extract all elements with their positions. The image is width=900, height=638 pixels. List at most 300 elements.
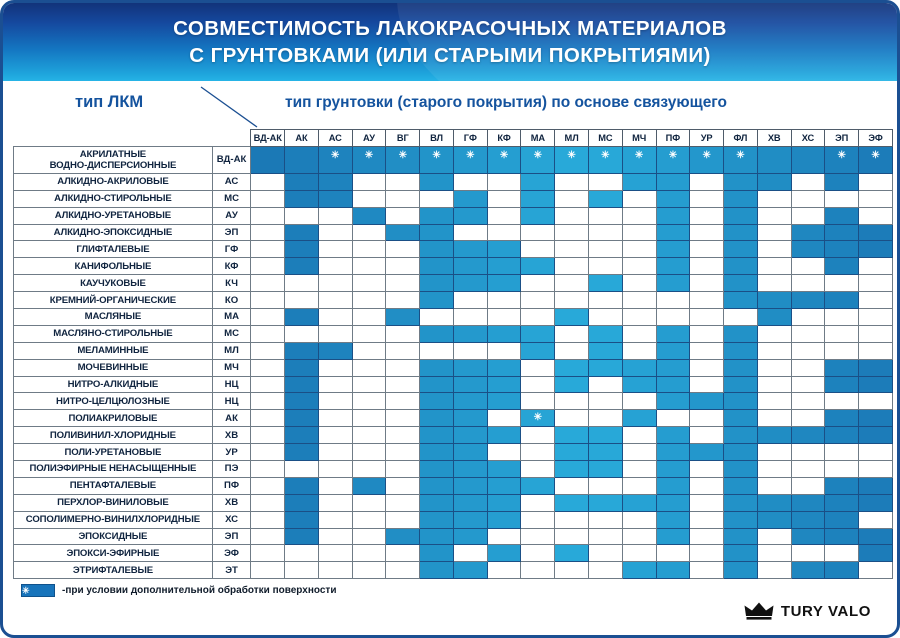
matrix-cell-ВД-АК-ВЛ[interactable]: [420, 146, 454, 173]
matrix-cell-ХВ-ПФ[interactable]: [656, 494, 690, 511]
matrix-cell-АУ-ХС[interactable]: [791, 207, 825, 224]
matrix-cell-ПФ-УР[interactable]: [690, 477, 724, 494]
matrix-cell-КО-МЧ[interactable]: [622, 292, 656, 309]
matrix-cell-МС-АУ[interactable]: [352, 325, 386, 342]
matrix-cell-МС-ЭП[interactable]: [825, 325, 859, 342]
matrix-cell-ЭФ-ВЛ[interactable]: [420, 545, 454, 562]
matrix-cell-ЭП-ВД-АК[interactable]: [251, 224, 285, 241]
column-header-АС[interactable]: АС: [318, 130, 352, 147]
matrix-cell-КФ-ВЛ[interactable]: [420, 258, 454, 275]
matrix-cell-ПФ-АК[interactable]: [285, 477, 319, 494]
row-code-ХВ[interactable]: ХВ: [212, 427, 251, 444]
matrix-cell-ЭП-АС[interactable]: [318, 528, 352, 545]
matrix-cell-МС-УР[interactable]: [690, 325, 724, 342]
row-code-КЧ[interactable]: КЧ: [212, 275, 251, 292]
matrix-cell-ЭП-АУ[interactable]: [352, 224, 386, 241]
matrix-cell-ГФ-АК[interactable]: [285, 241, 319, 258]
matrix-cell-НЦ-АУ[interactable]: [352, 376, 386, 393]
row-code-ХС[interactable]: ХС: [212, 511, 251, 528]
matrix-cell-МЧ-ЭП[interactable]: [825, 359, 859, 376]
matrix-cell-КЧ-УР[interactable]: [690, 275, 724, 292]
matrix-cell-ЭФ-ВГ[interactable]: [386, 545, 420, 562]
matrix-cell-МЧ-АС[interactable]: [318, 359, 352, 376]
matrix-cell-АС-МЛ[interactable]: [555, 173, 589, 190]
row-label-ВД-АК[interactable]: [14, 146, 213, 173]
matrix-cell-КЧ-КФ[interactable]: [487, 275, 521, 292]
row-label-ГФ[interactable]: ГЛИФТАЛЕВЫЕ: [14, 241, 213, 258]
matrix-cell-ПЭ-ВД-АК[interactable]: [251, 461, 285, 478]
matrix-cell-НЦ-АС[interactable]: [318, 393, 352, 410]
matrix-cell-МС-МЧ[interactable]: [622, 325, 656, 342]
row-label-ЭП[interactable]: АЛКИДНО-ЭПОКСИДНЫЕ: [14, 224, 213, 241]
matrix-cell-КФ-ХВ[interactable]: [757, 258, 791, 275]
matrix-cell-ЭФ-ЭП[interactable]: [825, 545, 859, 562]
matrix-cell-ЭТ-АУ[interactable]: [352, 562, 386, 579]
matrix-cell-ХВ-МА[interactable]: [521, 494, 555, 511]
matrix-cell-ХС-ГФ[interactable]: [453, 511, 487, 528]
matrix-cell-ХВ-ЭП[interactable]: [825, 427, 859, 444]
matrix-cell-АК-МЧ[interactable]: [622, 410, 656, 427]
matrix-cell-МЧ-ВЛ[interactable]: [420, 359, 454, 376]
matrix-cell-УР-ФЛ[interactable]: [724, 444, 758, 461]
matrix-cell-МС-ХС[interactable]: [791, 325, 825, 342]
matrix-cell-МЧ-ГФ[interactable]: [453, 359, 487, 376]
matrix-cell-АС-ХС[interactable]: [791, 173, 825, 190]
matrix-cell-ХВ-МЛ[interactable]: [555, 494, 589, 511]
matrix-cell-АУ-ГФ[interactable]: [453, 207, 487, 224]
column-header-ЭП[interactable]: ЭП: [825, 130, 859, 147]
matrix-cell-МА-ВЛ[interactable]: [420, 309, 454, 326]
matrix-cell-АУ-АУ[interactable]: [352, 207, 386, 224]
matrix-cell-ПФ-МЧ[interactable]: [622, 477, 656, 494]
matrix-cell-АС-ФЛ[interactable]: [724, 173, 758, 190]
matrix-cell-ГФ-ХВ[interactable]: [757, 241, 791, 258]
row-code-ГФ[interactable]: ГФ: [212, 241, 251, 258]
matrix-cell-АК-ХС[interactable]: [791, 410, 825, 427]
matrix-cell-МА-УР[interactable]: [690, 309, 724, 326]
matrix-cell-ПЭ-ПФ[interactable]: [656, 461, 690, 478]
matrix-cell-МС-ВЛ[interactable]: [420, 190, 454, 207]
matrix-cell-КФ-МЛ[interactable]: [555, 258, 589, 275]
matrix-cell-МА-МС[interactable]: [588, 309, 622, 326]
matrix-cell-ЭП-ХВ[interactable]: [757, 528, 791, 545]
matrix-cell-УР-ВЛ[interactable]: [420, 444, 454, 461]
matrix-cell-ЭП-МЛ[interactable]: [555, 224, 589, 241]
matrix-cell-МС-ФЛ[interactable]: [724, 190, 758, 207]
matrix-cell-КО-ВГ[interactable]: [386, 292, 420, 309]
matrix-cell-ГФ-АС[interactable]: [318, 241, 352, 258]
matrix-cell-ГФ-ВЛ[interactable]: [420, 241, 454, 258]
matrix-cell-УР-МЛ[interactable]: [555, 444, 589, 461]
matrix-cell-ПФ-ЭП[interactable]: [825, 477, 859, 494]
matrix-cell-ЭФ-МА[interactable]: [521, 545, 555, 562]
matrix-cell-НЦ-ПФ[interactable]: [656, 376, 690, 393]
matrix-cell-ЭП-АУ[interactable]: [352, 528, 386, 545]
matrix-cell-НЦ-ЭП[interactable]: [825, 393, 859, 410]
matrix-cell-КЧ-ЭФ[interactable]: [859, 275, 893, 292]
matrix-cell-ВД-АК-ХВ[interactable]: [757, 146, 791, 173]
matrix-cell-ПЭ-МЛ[interactable]: [555, 461, 589, 478]
matrix-cell-ЭТ-МЧ[interactable]: [622, 562, 656, 579]
matrix-cell-ЭТ-ХС[interactable]: [791, 562, 825, 579]
matrix-cell-КО-ФЛ[interactable]: [724, 292, 758, 309]
row-label-МС[interactable]: МАСЛЯНО-СТИРОЛЬНЫЕ: [14, 325, 213, 342]
column-header-ГФ[interactable]: ГФ: [453, 130, 487, 147]
matrix-cell-МС-ВГ[interactable]: [386, 325, 420, 342]
matrix-cell-ХС-АС[interactable]: [318, 511, 352, 528]
matrix-cell-МС-АК[interactable]: [285, 190, 319, 207]
matrix-cell-ЭП-ВЛ[interactable]: [420, 224, 454, 241]
matrix-cell-МС-ВД-АК[interactable]: [251, 190, 285, 207]
matrix-cell-МС-КФ[interactable]: [487, 325, 521, 342]
matrix-cell-НЦ-ХС[interactable]: [791, 376, 825, 393]
matrix-cell-ГФ-ПФ[interactable]: [656, 241, 690, 258]
matrix-cell-ЭП-ЭФ[interactable]: [859, 528, 893, 545]
matrix-cell-МС-АС[interactable]: [318, 325, 352, 342]
matrix-cell-ЭФ-АУ[interactable]: [352, 545, 386, 562]
matrix-cell-ХВ-АК[interactable]: [285, 494, 319, 511]
matrix-cell-ЭФ-КФ[interactable]: [487, 545, 521, 562]
matrix-cell-МС-ПФ[interactable]: [656, 325, 690, 342]
matrix-cell-МА-МА[interactable]: [521, 309, 555, 326]
column-header-МЧ[interactable]: МЧ: [622, 130, 656, 147]
matrix-cell-КЧ-ЭП[interactable]: [825, 275, 859, 292]
matrix-cell-МЛ-УР[interactable]: [690, 342, 724, 359]
matrix-cell-ЭП-МЛ[interactable]: [555, 528, 589, 545]
matrix-cell-КФ-ЭП[interactable]: [825, 258, 859, 275]
matrix-cell-МЧ-АУ[interactable]: [352, 359, 386, 376]
matrix-cell-МА-ЭП[interactable]: [825, 309, 859, 326]
matrix-cell-МС-ПФ[interactable]: [656, 190, 690, 207]
matrix-cell-ЭП-МА[interactable]: [521, 528, 555, 545]
matrix-cell-КФ-ЭФ[interactable]: [859, 258, 893, 275]
column-header-ХС[interactable]: ХС: [791, 130, 825, 147]
matrix-cell-КО-КФ[interactable]: [487, 292, 521, 309]
matrix-cell-ВД-АК-МА[interactable]: [521, 146, 555, 173]
matrix-cell-АК-ПФ[interactable]: [656, 410, 690, 427]
column-header-ВГ[interactable]: ВГ: [386, 130, 420, 147]
matrix-cell-ХВ-ХС[interactable]: [791, 427, 825, 444]
matrix-cell-НЦ-ВД-АК[interactable]: [251, 376, 285, 393]
row-label-МА[interactable]: МАСЛЯНЫЕ: [14, 309, 213, 326]
matrix-cell-МЛ-ВЛ[interactable]: [420, 342, 454, 359]
matrix-cell-ХВ-ВЛ[interactable]: [420, 427, 454, 444]
matrix-cell-МС-ХВ[interactable]: [757, 190, 791, 207]
matrix-cell-ЭТ-ВД-АК[interactable]: [251, 562, 285, 579]
matrix-cell-ГФ-МА[interactable]: [521, 241, 555, 258]
matrix-cell-МА-АК[interactable]: [285, 309, 319, 326]
matrix-cell-МЛ-ЭП[interactable]: [825, 342, 859, 359]
matrix-cell-ХВ-ФЛ[interactable]: [724, 494, 758, 511]
row-label-ХВ[interactable]: ПОЛИВИНИЛ-ХЛОРИДНЫЕ: [14, 427, 213, 444]
matrix-cell-АК-АУ[interactable]: [352, 410, 386, 427]
matrix-cell-ЭП-ЭП[interactable]: [825, 224, 859, 241]
matrix-cell-ЭТ-КФ[interactable]: [487, 562, 521, 579]
matrix-cell-МЛ-МС[interactable]: [588, 342, 622, 359]
matrix-cell-КФ-АУ[interactable]: [352, 258, 386, 275]
matrix-cell-ЭП-ГФ[interactable]: [453, 528, 487, 545]
matrix-cell-КФ-КФ[interactable]: [487, 258, 521, 275]
matrix-cell-УР-ЭП[interactable]: [825, 444, 859, 461]
matrix-cell-ПЭ-ВЛ[interactable]: [420, 461, 454, 478]
row-label-КЧ[interactable]: КАУЧУКОВЫЕ: [14, 275, 213, 292]
matrix-cell-КО-ХС[interactable]: [791, 292, 825, 309]
matrix-cell-ЭП-КФ[interactable]: [487, 528, 521, 545]
matrix-cell-МЧ-МА[interactable]: [521, 359, 555, 376]
row-code-ПЭ[interactable]: ПЭ: [212, 461, 251, 478]
column-header-ФЛ[interactable]: ФЛ: [724, 130, 758, 147]
matrix-cell-МЧ-ХВ[interactable]: [757, 359, 791, 376]
matrix-cell-НЦ-МС[interactable]: [588, 376, 622, 393]
matrix-cell-МС-МЛ[interactable]: [555, 190, 589, 207]
matrix-cell-МЧ-МЛ[interactable]: [555, 359, 589, 376]
matrix-cell-НЦ-ЭФ[interactable]: [859, 376, 893, 393]
matrix-cell-МА-ВГ[interactable]: [386, 309, 420, 326]
matrix-cell-ЭП-МА[interactable]: [521, 224, 555, 241]
matrix-cell-ВД-АК-АК[interactable]: [285, 146, 319, 173]
matrix-cell-ЭФ-ГФ[interactable]: [453, 545, 487, 562]
matrix-cell-ЭП-МС[interactable]: [588, 224, 622, 241]
matrix-cell-НЦ-ГФ[interactable]: [453, 393, 487, 410]
matrix-cell-МЧ-ФЛ[interactable]: [724, 359, 758, 376]
matrix-cell-ХВ-ВД-АК[interactable]: [251, 494, 285, 511]
matrix-cell-ЭП-ХВ[interactable]: [757, 224, 791, 241]
column-header-КФ[interactable]: КФ: [487, 130, 521, 147]
matrix-cell-ХС-ЭФ[interactable]: [859, 511, 893, 528]
matrix-cell-ПФ-МС[interactable]: [588, 477, 622, 494]
matrix-cell-МС-АК[interactable]: [285, 325, 319, 342]
row-label-АУ[interactable]: АЛКИДНО-УРЕТАНОВЫЕ: [14, 207, 213, 224]
matrix-cell-УР-ХВ[interactable]: [757, 444, 791, 461]
matrix-cell-ГФ-МС[interactable]: [588, 241, 622, 258]
matrix-cell-ХВ-МЧ[interactable]: [622, 494, 656, 511]
matrix-cell-НЦ-КФ[interactable]: [487, 393, 521, 410]
matrix-cell-ПЭ-ГФ[interactable]: [453, 461, 487, 478]
matrix-cell-МЛ-ФЛ[interactable]: [724, 342, 758, 359]
matrix-cell-ПЭ-МС[interactable]: [588, 461, 622, 478]
row-code-НЦ[interactable]: НЦ: [212, 393, 251, 410]
matrix-cell-НЦ-МЧ[interactable]: [622, 393, 656, 410]
matrix-cell-ПФ-ХС[interactable]: [791, 477, 825, 494]
matrix-cell-КО-АУ[interactable]: [352, 292, 386, 309]
matrix-cell-АУ-АС[interactable]: [318, 207, 352, 224]
matrix-cell-НЦ-ВД-АК[interactable]: [251, 393, 285, 410]
matrix-cell-ЭП-ВГ[interactable]: [386, 224, 420, 241]
matrix-cell-ПЭ-АУ[interactable]: [352, 461, 386, 478]
matrix-cell-АУ-ЭП[interactable]: [825, 207, 859, 224]
matrix-cell-АУ-ВГ[interactable]: [386, 207, 420, 224]
matrix-cell-ГФ-ГФ[interactable]: [453, 241, 487, 258]
matrix-cell-АУ-АК[interactable]: [285, 207, 319, 224]
row-code-МЛ[interactable]: МЛ: [212, 342, 251, 359]
matrix-cell-ЭП-МЧ[interactable]: [622, 224, 656, 241]
matrix-cell-ПФ-ГФ[interactable]: [453, 477, 487, 494]
matrix-cell-ВД-АК-ХС[interactable]: [791, 146, 825, 173]
matrix-cell-МЧ-УР[interactable]: [690, 359, 724, 376]
matrix-cell-ХВ-ХС[interactable]: [791, 494, 825, 511]
matrix-cell-МЧ-ПФ[interactable]: [656, 359, 690, 376]
matrix-cell-КО-МС[interactable]: [588, 292, 622, 309]
matrix-cell-ПЭ-ХВ[interactable]: [757, 461, 791, 478]
matrix-cell-ЭП-МЧ[interactable]: [622, 528, 656, 545]
matrix-cell-УР-ПФ[interactable]: [656, 444, 690, 461]
matrix-cell-АС-АК[interactable]: [285, 173, 319, 190]
matrix-cell-КО-АС[interactable]: [318, 292, 352, 309]
matrix-cell-ХВ-УР[interactable]: [690, 427, 724, 444]
row-label-АК[interactable]: ПОЛИАКРИЛОВЫЕ: [14, 410, 213, 427]
matrix-cell-ГФ-АУ[interactable]: [352, 241, 386, 258]
matrix-cell-ХВ-ХВ[interactable]: [757, 427, 791, 444]
matrix-cell-МС-ГФ[interactable]: [453, 325, 487, 342]
matrix-cell-ХС-АУ[interactable]: [352, 511, 386, 528]
matrix-cell-ХВ-ВГ[interactable]: [386, 427, 420, 444]
matrix-cell-ХС-ФЛ[interactable]: [724, 511, 758, 528]
row-code-АС[interactable]: АС: [212, 173, 251, 190]
matrix-cell-НЦ-ЭП[interactable]: [825, 376, 859, 393]
matrix-cell-ЭП-ФЛ[interactable]: [724, 224, 758, 241]
matrix-cell-КЧ-ВД-АК[interactable]: [251, 275, 285, 292]
matrix-cell-ВД-АК-ПФ[interactable]: [656, 146, 690, 173]
matrix-cell-ПЭ-МА[interactable]: [521, 461, 555, 478]
matrix-cell-НЦ-ВЛ[interactable]: [420, 376, 454, 393]
matrix-cell-МА-АУ[interactable]: [352, 309, 386, 326]
matrix-cell-ЭФ-ХС[interactable]: [791, 545, 825, 562]
matrix-cell-КФ-ВД-АК[interactable]: [251, 258, 285, 275]
matrix-cell-ХВ-ВД-АК[interactable]: [251, 427, 285, 444]
matrix-cell-АК-ВГ[interactable]: [386, 410, 420, 427]
column-header-ВЛ[interactable]: ВЛ: [420, 130, 454, 147]
matrix-cell-ЭП-АК[interactable]: [285, 528, 319, 545]
matrix-cell-КЧ-ВГ[interactable]: [386, 275, 420, 292]
matrix-cell-КЧ-АС[interactable]: [318, 275, 352, 292]
matrix-cell-НЦ-КФ[interactable]: [487, 376, 521, 393]
matrix-cell-АУ-ВЛ[interactable]: [420, 207, 454, 224]
matrix-cell-ХВ-КФ[interactable]: [487, 494, 521, 511]
matrix-cell-ЭФ-УР[interactable]: [690, 545, 724, 562]
matrix-cell-МА-МЧ[interactable]: [622, 309, 656, 326]
matrix-cell-ЭТ-МА[interactable]: [521, 562, 555, 579]
matrix-cell-МС-ХС[interactable]: [791, 190, 825, 207]
matrix-cell-ПФ-ВГ[interactable]: [386, 477, 420, 494]
matrix-cell-КФ-УР[interactable]: [690, 258, 724, 275]
matrix-cell-ПФ-КФ[interactable]: [487, 477, 521, 494]
matrix-cell-НЦ-УР[interactable]: [690, 393, 724, 410]
matrix-cell-ПФ-ЭФ[interactable]: [859, 477, 893, 494]
matrix-cell-ХС-МЧ[interactable]: [622, 511, 656, 528]
matrix-cell-ЭФ-ПФ[interactable]: [656, 545, 690, 562]
matrix-cell-ЭТ-МЛ[interactable]: [555, 562, 589, 579]
row-code-НЦ[interactable]: НЦ: [212, 376, 251, 393]
matrix-cell-НЦ-МЛ[interactable]: [555, 393, 589, 410]
matrix-cell-МА-ФЛ[interactable]: [724, 309, 758, 326]
matrix-cell-АС-ХВ[interactable]: [757, 173, 791, 190]
matrix-cell-ЭП-УР[interactable]: [690, 224, 724, 241]
matrix-cell-ХС-АК[interactable]: [285, 511, 319, 528]
matrix-cell-ПЭ-ВГ[interactable]: [386, 461, 420, 478]
matrix-cell-МС-ВЛ[interactable]: [420, 325, 454, 342]
matrix-cell-МС-МА[interactable]: [521, 190, 555, 207]
matrix-cell-АС-АУ[interactable]: [352, 173, 386, 190]
matrix-cell-ПЭ-УР[interactable]: [690, 461, 724, 478]
matrix-cell-ХВ-ЭФ[interactable]: [859, 494, 893, 511]
matrix-cell-МС-ВД-АК[interactable]: [251, 325, 285, 342]
matrix-cell-МС-КФ[interactable]: [487, 190, 521, 207]
matrix-cell-КЧ-ХС[interactable]: [791, 275, 825, 292]
matrix-cell-УР-ЭФ[interactable]: [859, 444, 893, 461]
matrix-cell-ХС-МЛ[interactable]: [555, 511, 589, 528]
row-label-МЛ[interactable]: МЕЛАМИННЫЕ: [14, 342, 213, 359]
matrix-cell-ЭТ-АК[interactable]: [285, 562, 319, 579]
matrix-cell-КФ-МС[interactable]: [588, 258, 622, 275]
matrix-cell-АК-ЭП[interactable]: [825, 410, 859, 427]
matrix-cell-НЦ-АК[interactable]: [285, 393, 319, 410]
matrix-cell-КЧ-ВЛ[interactable]: [420, 275, 454, 292]
matrix-cell-ХВ-АС[interactable]: [318, 427, 352, 444]
matrix-cell-ГФ-ЭП[interactable]: [825, 241, 859, 258]
matrix-cell-НЦ-ФЛ[interactable]: [724, 393, 758, 410]
matrix-cell-ЭП-ПФ[interactable]: [656, 528, 690, 545]
matrix-cell-КО-УР[interactable]: [690, 292, 724, 309]
matrix-cell-АК-КФ[interactable]: [487, 410, 521, 427]
matrix-cell-НЦ-АУ[interactable]: [352, 393, 386, 410]
matrix-cell-ЭП-ВД-АК[interactable]: [251, 528, 285, 545]
matrix-cell-ВД-АК-МЛ[interactable]: [555, 146, 589, 173]
matrix-cell-ПФ-ВД-АК[interactable]: [251, 477, 285, 494]
matrix-cell-ХВ-АС[interactable]: [318, 494, 352, 511]
column-header-АУ[interactable]: АУ: [352, 130, 386, 147]
matrix-cell-АС-МС[interactable]: [588, 173, 622, 190]
matrix-cell-НЦ-ПФ[interactable]: [656, 393, 690, 410]
matrix-cell-ЭФ-АК[interactable]: [285, 545, 319, 562]
matrix-cell-ХВ-ГФ[interactable]: [453, 494, 487, 511]
matrix-cell-ЭФ-АС[interactable]: [318, 545, 352, 562]
matrix-cell-КО-ЭП[interactable]: [825, 292, 859, 309]
matrix-cell-КО-ГФ[interactable]: [453, 292, 487, 309]
matrix-cell-ВД-АК-ГФ[interactable]: [453, 146, 487, 173]
matrix-cell-МЧ-МЧ[interactable]: [622, 359, 656, 376]
matrix-cell-ХС-МА[interactable]: [521, 511, 555, 528]
matrix-cell-МА-ЭФ[interactable]: [859, 309, 893, 326]
matrix-cell-ЭП-ЭФ[interactable]: [859, 224, 893, 241]
matrix-cell-НЦ-ВГ[interactable]: [386, 393, 420, 410]
row-code-АУ[interactable]: АУ: [212, 207, 251, 224]
column-header-МС[interactable]: МС: [588, 130, 622, 147]
matrix-cell-КО-МЛ[interactable]: [555, 292, 589, 309]
matrix-cell-ЭТ-ЭФ[interactable]: [859, 562, 893, 579]
matrix-cell-МЛ-МЛ[interactable]: [555, 342, 589, 359]
row-label-НЦ[interactable]: НИТРО-ЦЕЛЦЮЛОЗНЫЕ: [14, 393, 213, 410]
row-code-УР[interactable]: УР: [212, 444, 251, 461]
matrix-cell-КО-МА[interactable]: [521, 292, 555, 309]
matrix-cell-МС-МС[interactable]: [588, 325, 622, 342]
matrix-cell-НЦ-ХС[interactable]: [791, 393, 825, 410]
matrix-cell-НЦ-ХВ[interactable]: [757, 393, 791, 410]
matrix-cell-УР-УР[interactable]: [690, 444, 724, 461]
matrix-cell-ПФ-ХВ[interactable]: [757, 477, 791, 494]
matrix-cell-МЧ-ВГ[interactable]: [386, 359, 420, 376]
matrix-cell-ХВ-ВЛ[interactable]: [420, 494, 454, 511]
matrix-cell-УР-ХС[interactable]: [791, 444, 825, 461]
matrix-cell-ВД-АК-АУ[interactable]: [352, 146, 386, 173]
matrix-cell-МА-ПФ[interactable]: [656, 309, 690, 326]
matrix-cell-ВД-АК-МС[interactable]: [588, 146, 622, 173]
matrix-cell-НЦ-УР[interactable]: [690, 376, 724, 393]
column-header-ЭФ[interactable]: ЭФ: [859, 130, 893, 147]
matrix-cell-ХВ-АК[interactable]: [285, 427, 319, 444]
matrix-cell-КФ-ГФ[interactable]: [453, 258, 487, 275]
matrix-cell-ХВ-АУ[interactable]: [352, 427, 386, 444]
matrix-cell-УР-МЧ[interactable]: [622, 444, 656, 461]
